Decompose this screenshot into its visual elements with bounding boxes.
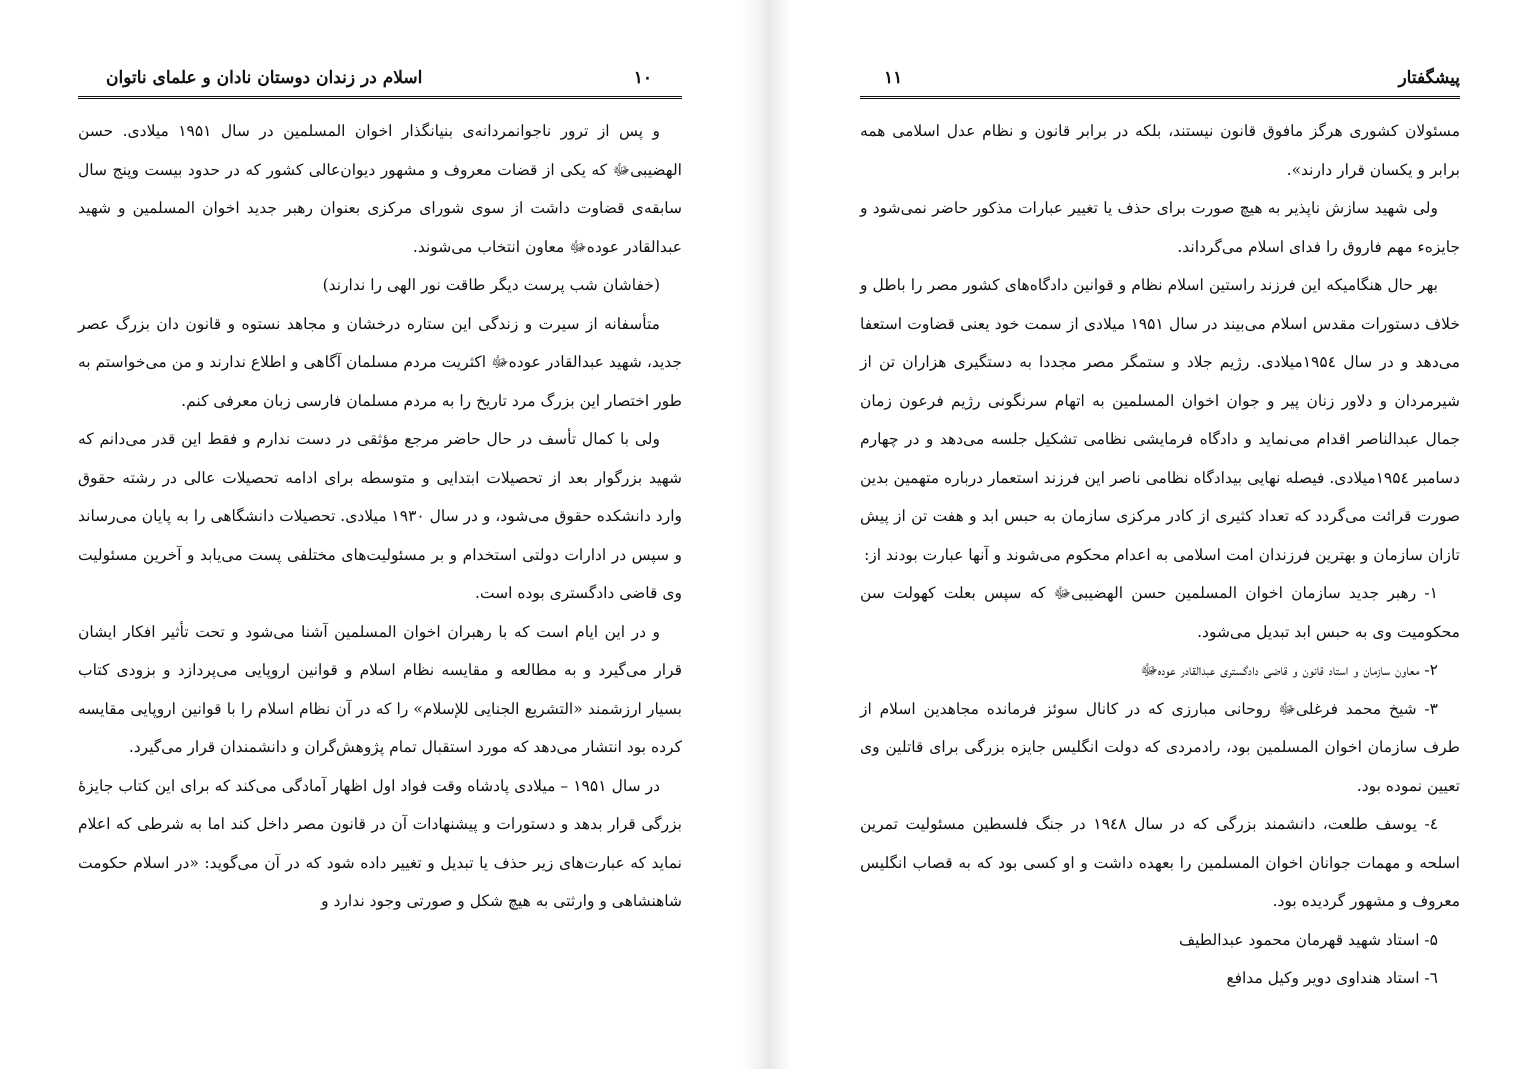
left-page-body bbox=[78, 112, 682, 921]
book-gutter bbox=[742, 0, 792, 1069]
left-header-title: اسلام در زندان دوستان نادان و علمای ناتوان bbox=[106, 68, 423, 88]
paragraph: و پس از ترور ناجوانمردانه‌ی بنیانگذار اخوان المسلمین در سال ۱۹۵۱ میلادی. حسن الهضیبی‌ﷻ که یکی از قضات معروف و مشهور دیوان‌عالی کشور که در حدود بیست وپنج سال سابقه‌ی قضاوت داشت از سوی شورای مرکزی بعنوان رهبر جدید اخوان المسلمین و شهید عبدالقادر عوده‌ﷻ معاون انتخاب می‌شوند. bbox=[78, 122, 682, 256]
paragraph: در سال ۱۹۵۱ – میلادی پادشاه وقت فواد اول اظهار آمادگی می‌کند که برای این کتاب جایزۀ بزرگی قرار بدهد و دستورات و پیشنهادات آن در قانون مصر داخل کند اما به شرطی که اعلام نماید که عبارت‌های زیر حذف یا تبدیل و تغییر داده شود که در آن می‌گوید: «در اسلام حکومت شاهنشاهی و وارثتی به هیچ شکل و صورتی وجود ندارد و bbox=[78, 776, 682, 910]
right-page-number: ۱۱ bbox=[884, 68, 903, 88]
left-page bbox=[78, 0, 682, 1069]
paragraph: متأسفانه از سیرت و زندگی این ستاره درخشان و مجاهد نستوه و قانون دان بزرگ عصر جدید، شهید عبدالقادر عوده‌ﷻ اکثریت مردم مسلمان آگاهی و اطلاع ندارند و من می‌خواستم به طور اختصار این بزرگ مرد تاریخ را به مردم مسلمان فارسی زبان معرفی کنم. bbox=[78, 314, 682, 410]
paragraph-quote: (خفاشان شب پرست دیگر طاقت نور الهی را ندارند) bbox=[322, 276, 660, 294]
list-item: ٤- یوسف طلعت، دانشمند بزرگی که در سال ۱۹٤۸ در جنگ فلسطین مسئولیت تمرین اسلحه و مهمات جوانان اخوان المسلمین را بعهده داشت و او کسی بود که به قصاب انگلیس معروف و مشهور گردیده بود. bbox=[860, 815, 1460, 910]
list-item: ۵- استاد شهید قهرمان محمود عبدالطیف bbox=[1179, 930, 1438, 949]
list-item: ۲- معاون سازمان و استاد قانون و قاضی دادگستری عبدالقادر عوده‌ﷻ bbox=[1140, 661, 1438, 679]
right-header-title: پیشگفتار bbox=[1398, 68, 1460, 88]
list-item: ۳- شیخ محمد فرغلی‌ﷻ روحانی مبارزی که در کانال سوئز فرمانده مجاهدین اسلام از طرف سازمان اخوان المسلمین بود، رادمردی که دولت انگلیس جایزه بزرگی برای قاتلین وی تعیین نموده بود. bbox=[860, 699, 1460, 795]
paragraph: و در این ایام است که با رهبران اخوان المسلمین آشنا می‌شود و تحت تأثیر افکار ایشان قرار می‌گیرد و به مطالعه و مقایسه نظام اسلام و قوانین اروپایی می‌پردازد و بزودی کتاب بسیار ارزشمند «التشریع الجنایی للإسلام» را که در آن نظام اسلام را با قوانین اروپایی مقایسه کرده بود انتشار می‌دهد که مورد استقبال تمام پژوهش‌گران و دانشمندان قرار می‌گیرد. bbox=[78, 622, 682, 756]
right-page-body bbox=[860, 112, 1460, 998]
paragraph: مسئولان کشوری هرگز مافوق قانون نیستند، بلکه در برابر قانون و نظام عدل اسلامی همه برابر و یکسان قرار دارند». bbox=[860, 122, 1460, 179]
right-page bbox=[860, 0, 1460, 1069]
left-page-number: ۱۰ bbox=[633, 68, 652, 88]
list-item: ۱- رهبر جدید سازمان اخوان المسلمین حسن الهضیبی‌ﷻ که سپس بعلت کهولت سن محکومیت وی به حبس ابد تبدیل می‌شود. bbox=[860, 584, 1460, 641]
left-page-header bbox=[78, 56, 682, 99]
paragraph: ولی شهید سازش ناپذیر به هیچ صورت برای حذف یا تغییر عبارات مذکور حاضر نمی‌شود و جایزهء مهم فاروق را فدای اسلام می‌گرداند. bbox=[860, 199, 1460, 256]
list-item: ٦- استاد هنداوی دویر وکیل مدافع bbox=[1226, 969, 1438, 987]
paragraph: بهر حال هنگامیکه این فرزند راستین اسلام نظام و قوانین دادگاه‌های کشور مصر را باطل و خلاف دستورات مقدس اسلام می‌بیند در سال ۱۹۵۱ میلادی از سمت خود یعنی قضاوت استعفا می‌دهد و در سال ۱۹۵٤میلادی. رژیم جلاد و ستمگر مصر مجددا به دستگیری هزاران تن از شیرمردان و دلاور زنان پیر و جوان اخوان المسلمین به اتهام سرنگونی رژیم فرعون زمان جمال عبدالناصر اقدام می‌نماید و دادگاه فرمایشی نظامی تشکیل جلسه می‌دهد و در چهارم دسامبر ۱۹۵٤میلادی. فیصله نهایی بیدادگاه نظامی ناصر این فرزند استعمار درباره متهمین بدین صورت قرائت می‌گردد که تعداد کثیری از کادر مرکزی سازمان به حبس ابد و هفت تن از پیش تازان سازمان و بهترین فرزندان امت اسلامی به اعدام محکوم می‌شوند و آنها عبارت بودند از: bbox=[860, 276, 1461, 564]
paragraph: ولی با کمال تأسف در حال حاضر مرجع مؤثقی در دست ندارم و فقط این قدر می‌دانم که شهید بزرگوار بعد از تحصیلات ابتدایی و متوسطه برای ادامه تحصیلات عالی در رشته حقوق وارد دانشکده حقوق می‌شود، و در سال ۱۹۳۰ میلادی. تحصیلات دانشگاهی را به پایان می‌رساند و سپس در ادارات دولتی استخدام و بر مسئولیت‌های مختلفی پست می‌یابد و آخرین مسئولیت وی قاضی دادگستری بوده است. bbox=[78, 430, 682, 602]
right-page-header bbox=[860, 56, 1460, 99]
